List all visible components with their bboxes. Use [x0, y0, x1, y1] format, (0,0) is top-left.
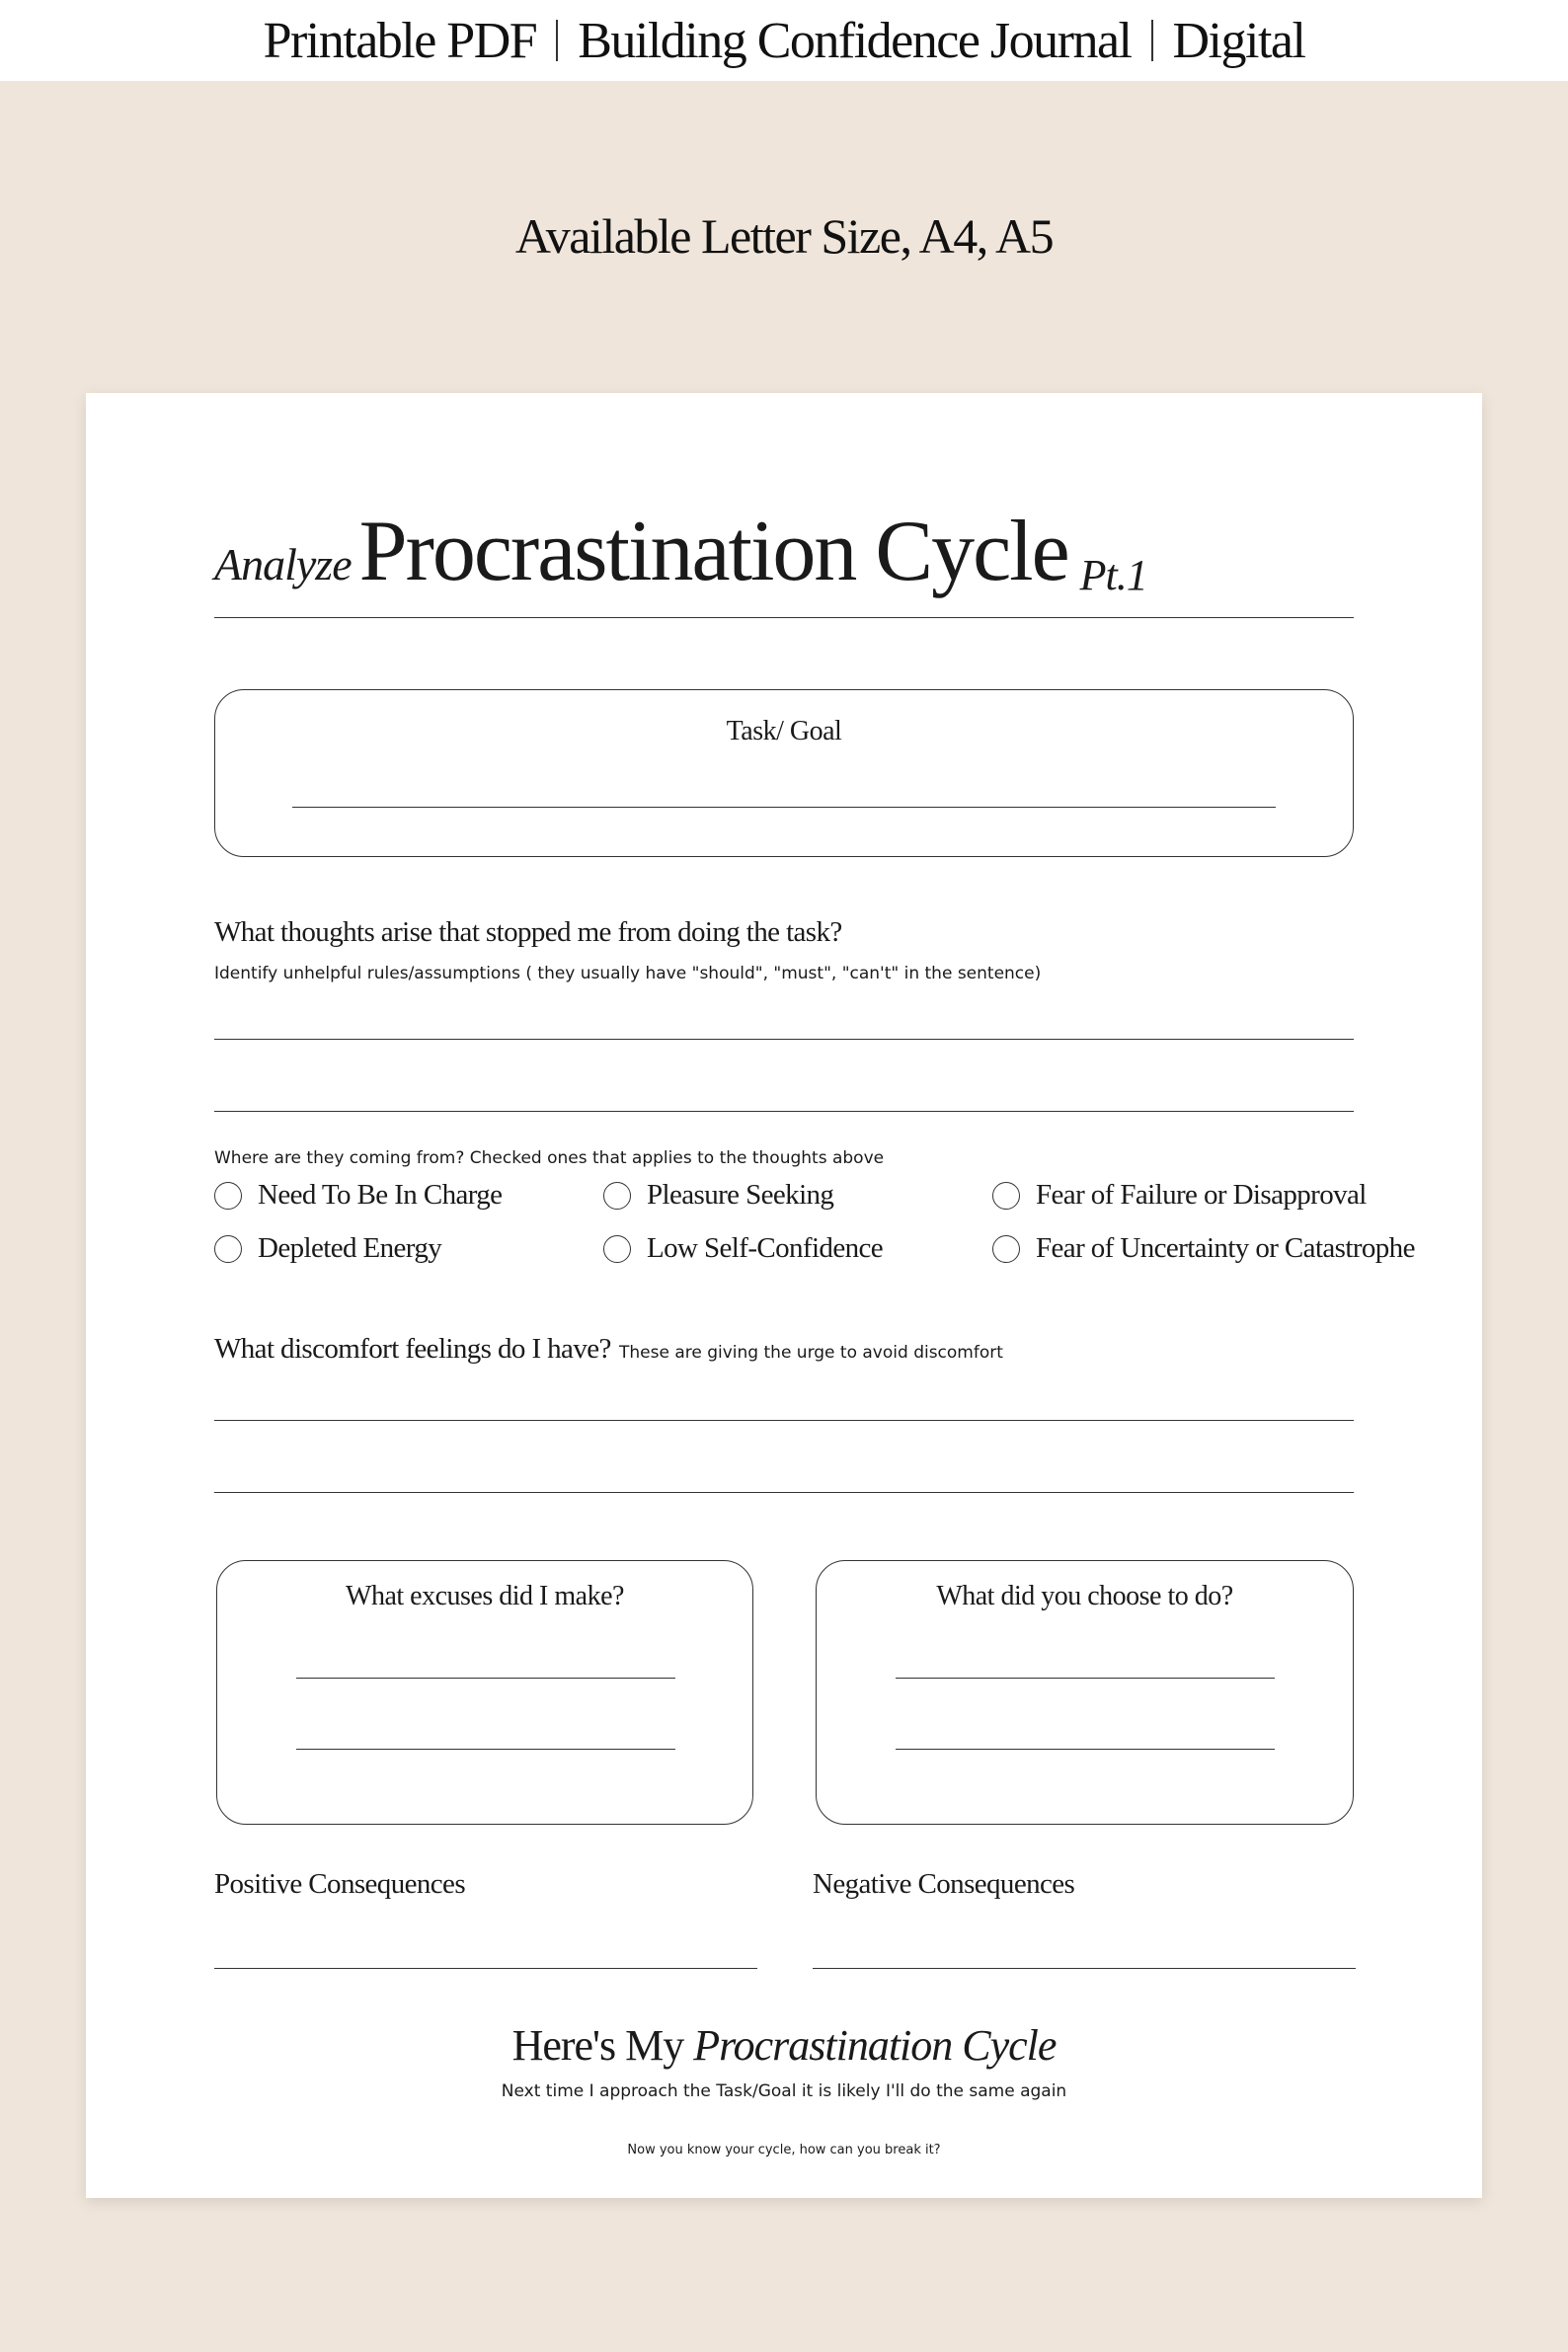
choice-box: [816, 1560, 1354, 1825]
option-pleasure-seeking[interactable]: [603, 1179, 833, 1212]
thoughts-question: What thoughts arise that stopped me from doing the task?: [214, 916, 842, 948]
task-goal-box: [214, 689, 1354, 857]
option-need-to-be-in-charge[interactable]: [214, 1179, 502, 1212]
thoughts-line-1[interactable]: [214, 1039, 1354, 1040]
option-label: Low Self-Confidence: [647, 1232, 884, 1264]
task-goal-input-line[interactable]: [292, 807, 1276, 808]
feelings-line-1[interactable]: [214, 1420, 1354, 1421]
thoughts-hint: Identify unhelpful rules/assumptions ( they usually have "should", "must", "can't" in the sentence): [214, 964, 1042, 983]
thoughts-line-2[interactable]: [214, 1111, 1354, 1112]
option-fear-of-failure[interactable]: [992, 1179, 1367, 1212]
radio-circle-icon[interactable]: [603, 1182, 631, 1210]
radio-circle-icon[interactable]: [214, 1235, 242, 1263]
feelings-hint: These are giving the urge to avoid discomfort: [619, 1343, 1003, 1363]
excuses-line-1[interactable]: [296, 1678, 675, 1679]
source-prompt: Where are they coming from? Checked ones that applies to the thoughts above: [214, 1148, 885, 1168]
task-goal-label: Task/ Goal: [726, 716, 842, 746]
worksheet-page: [86, 393, 1482, 2198]
radio-circle-icon[interactable]: [992, 1182, 1020, 1210]
excuses-box: [216, 1560, 753, 1825]
choice-label: What did you choose to do?: [936, 1581, 1233, 1611]
option-label: Depleted Energy: [258, 1232, 442, 1264]
excuses-line-2[interactable]: [296, 1749, 675, 1750]
option-fear-of-uncertainty[interactable]: [992, 1232, 1415, 1265]
option-label: Fear of Uncertainty or Catastrophe: [1036, 1232, 1415, 1264]
feelings-line-2[interactable]: [214, 1492, 1354, 1493]
title-prefix: Analyze: [214, 539, 352, 589]
banner-item-journal: Building Confidence Journal: [578, 12, 1132, 69]
title-main: Procrastination Cycle: [358, 504, 1068, 599]
option-label: Pleasure Seeking: [647, 1179, 834, 1211]
page-title: [214, 502, 1147, 601]
title-underline: [214, 617, 1354, 618]
banner-item-printable: Printable PDF: [263, 12, 537, 69]
option-low-self-confidence[interactable]: [603, 1232, 883, 1265]
radio-circle-icon[interactable]: [603, 1235, 631, 1263]
excuses-label: What excuses did I make?: [346, 1581, 624, 1611]
availability-heading: Available Letter Size, A4, A5: [514, 208, 1054, 264]
radio-circle-icon[interactable]: [992, 1235, 1020, 1263]
choice-line-1[interactable]: [896, 1678, 1275, 1679]
negative-consequences-line[interactable]: [813, 1968, 1356, 1969]
positive-consequences-line[interactable]: [214, 1968, 757, 1969]
choice-line-2[interactable]: [896, 1749, 1275, 1750]
negative-consequences-label: Negative Consequences: [813, 1868, 1075, 1900]
option-label: Need To Be In Charge: [258, 1179, 503, 1211]
option-depleted-energy[interactable]: [214, 1232, 441, 1265]
positive-consequences-label: Positive Consequences: [214, 1868, 466, 1900]
option-label: Fear of Failure or Disapproval: [1036, 1179, 1367, 1211]
feelings-question: What discomfort feelings do I have?: [214, 1333, 611, 1365]
cycle-heading-italic: Procrastination Cycle: [693, 2021, 1057, 2070]
cycle-heading: [86, 2020, 1482, 2071]
title-suffix: Pt.1: [1079, 551, 1147, 599]
banner-item-digital: Digital: [1172, 12, 1305, 69]
break-cycle-prompt: Now you know your cycle, how can you break it?: [627, 2143, 941, 2157]
banner-divider: [556, 20, 558, 61]
top-banner: [0, 0, 1568, 81]
banner-divider: [1151, 20, 1153, 61]
cycle-heading-plain: Here's My: [511, 2021, 684, 2070]
cycle-note: Next time I approach the Task/Goal it is likely I'll do the same again: [501, 2081, 1067, 2101]
radio-circle-icon[interactable]: [214, 1182, 242, 1210]
